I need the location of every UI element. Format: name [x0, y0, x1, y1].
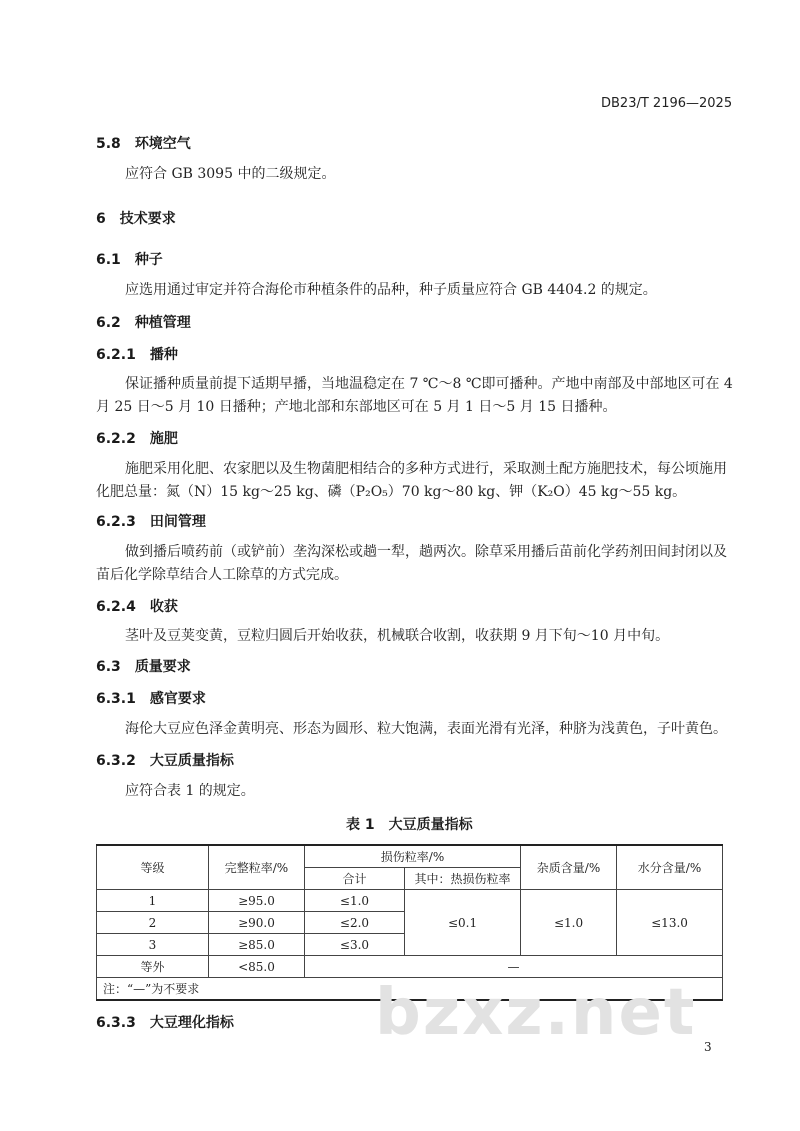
heading-6	[96, 208, 176, 228]
section-title: 施肥	[149, 431, 178, 447]
cell-grade: 1	[97, 890, 209, 912]
section-title: 播种	[149, 347, 178, 363]
cell-grade: 3	[97, 934, 209, 956]
section-number: 6	[96, 211, 106, 227]
section-number: 6.2.4	[96, 599, 136, 615]
heading-5-8	[96, 133, 191, 153]
paragraph-6-1: 应选用通过审定并符合海伦市种植条件的品种，种子质量应符合 GB 4404.2 的规定。	[125, 282, 657, 298]
section-title: 环境空气	[134, 136, 191, 152]
cell-grade: 等外	[97, 956, 209, 978]
document-code: DB23/T 2196—2025	[601, 96, 733, 111]
paragraph-6-3-1: 海伦大豆应色泽金黄明亮、形态为圆形、粒大饱满，表面光滑有光泽，种脐为浅黄色，子叶黄色。	[125, 721, 727, 737]
page-number: 3	[704, 1040, 712, 1054]
section-title: 大豆质量指标	[149, 753, 234, 769]
cell-intact: ≥90.0	[209, 912, 305, 934]
table-row	[97, 890, 723, 912]
table-note: 注：“—”为不要求	[97, 978, 723, 1001]
heading-6-1	[96, 249, 163, 269]
header-heat-damaged: 其中：热损伤粒率	[405, 868, 521, 890]
section-title: 质量要求	[134, 659, 191, 675]
paragraph-6-2-1-line1: 保证播种质量前提下适期早播，当地温稳定在 7 ℃～8 ℃即可播种。产地中南部及中部地区可在 4	[125, 376, 733, 392]
paragraph-6-2-3-line2: 苗后化学除草结合人工除草的方式完成。	[96, 567, 348, 583]
section-number: 6.2	[96, 315, 121, 331]
paragraph-5-8: 应符合 GB 3095 中的二级规定。	[125, 166, 336, 182]
section-number: 5.8	[96, 136, 121, 152]
heading-6-3-3	[96, 1012, 234, 1032]
cell-impurity: ≤1.0	[521, 890, 617, 956]
cell-intact: ≥95.0	[209, 890, 305, 912]
header-intact-rate: 完整粒率/%	[209, 845, 305, 890]
heading-6-2	[96, 312, 191, 332]
heading-6-2-2	[96, 428, 178, 448]
section-title: 感官要求	[149, 691, 206, 707]
section-number: 6.3.2	[96, 753, 136, 769]
section-title: 大豆理化指标	[149, 1015, 234, 1031]
cell-total: ≤2.0	[305, 912, 405, 934]
heading-6-2-4	[96, 596, 178, 616]
paragraph-6-2-3-line1: 做到播后喷药前（或铲前）垄沟深松或趟一犁，趟两次。除草采用播后苗前化学药剂田间封闭以及	[125, 544, 727, 560]
section-number: 6.3.1	[96, 691, 136, 707]
cell-intact: ≥85.0	[209, 934, 305, 956]
heading-6-3	[96, 656, 191, 676]
cell-total: ≤1.0	[305, 890, 405, 912]
cell-total: ≤3.0	[305, 934, 405, 956]
paragraph-6-3-2: 应符合表 1 的规定。	[125, 783, 255, 799]
header-impurity: 杂质含量/%	[521, 845, 617, 890]
cell-not-required: —	[305, 956, 723, 978]
section-number: 6.2.3	[96, 514, 136, 530]
section-number: 6.2.2	[96, 431, 136, 447]
cell-grade: 2	[97, 912, 209, 934]
section-number: 6.3	[96, 659, 121, 675]
section-title: 技术要求	[119, 211, 176, 227]
paragraph-6-2-4: 茎叶及豆荚变黄，豆粒归圆后开始收获，机械联合收割，收获期 9 月下旬～10 月中旬。	[125, 628, 670, 644]
cell-intact: <85.0	[209, 956, 305, 978]
section-title: 种植管理	[134, 315, 191, 331]
header-moisture: 水分含量/%	[617, 845, 723, 890]
table-caption: 表 1 大豆质量指标	[346, 817, 473, 833]
section-title: 收获	[149, 599, 178, 615]
watermark: bzxz.net	[375, 976, 697, 1050]
paragraph-6-2-2-line1: 施肥采用化肥、农家肥以及生物菌肥相结合的多种方式进行，采取测土配方施肥技术，每公顷施用	[125, 461, 727, 477]
section-number: 6.3.3	[96, 1015, 136, 1031]
paragraph-6-2-1-line2: 月 25 日～5 月 10 日播种；产地北部和东部地区可在 5 月 1 日～5 月 15 日播种。	[96, 399, 617, 415]
paragraph-6-2-2-line2: 化肥总量：氮（N）15 kg～25 kg、磷（P₂O₅）70 kg～80 kg、钾（K₂O）45 kg～55 kg。	[96, 484, 687, 500]
cell-moisture: ≤13.0	[617, 890, 723, 956]
heading-6-2-1	[96, 344, 178, 364]
cell-heat-damaged: ≤0.1	[405, 890, 521, 956]
section-title: 种子	[134, 252, 163, 268]
header-damaged-total: 合计	[305, 868, 405, 890]
heading-6-3-2	[96, 750, 234, 770]
table-row	[97, 956, 723, 978]
header-grade: 等级	[97, 845, 209, 890]
heading-6-3-1	[96, 688, 206, 708]
section-number: 6.1	[96, 252, 121, 268]
heading-6-2-3	[96, 511, 206, 531]
section-title: 田间管理	[149, 514, 206, 530]
header-damaged-rate: 损伤粒率/%	[305, 845, 521, 868]
section-number: 6.2.1	[96, 347, 136, 363]
